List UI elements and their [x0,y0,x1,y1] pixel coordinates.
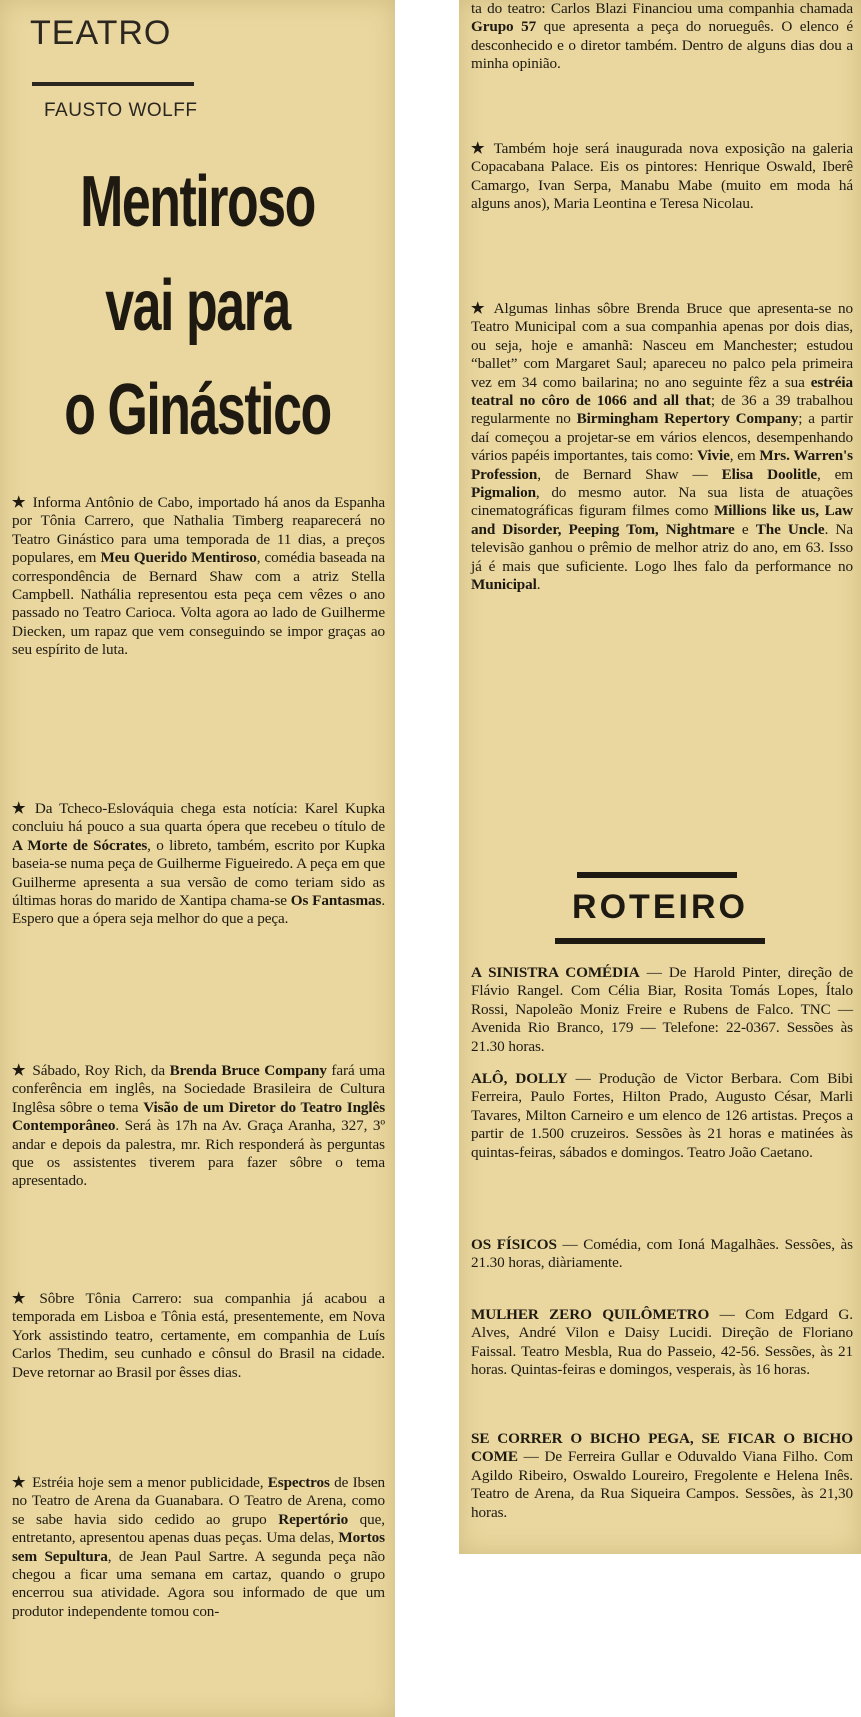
bold-text: Elisa Doolitle [721,465,817,483]
bold-text: estréia teatral no côro de 1066 and all that [471,373,853,410]
body-text: Sôbre Tônia Carrero: sua companhia já acabou a temporada em Lisboa e Tônia está, presentemente, em Nova York assistindo teatro, certamente, em companhia de Luís Carlos Thedim, seu cunhado e cônsul do Brasil na cidade. Deve retornar ao Brasil por êsses dias. [12,1290,385,1381]
body-text: — Produção de Victor Berbara. Com Bibi Ferreira, Paulo Fortes, Hilton Prado, Augusto César, Marli Tavares, Milton Carneiro e um elenco de 126 artistas. Preços a partir de 1.500 cruzeiros. Sessões às 21 horas e matinées às quintas-feiras, sábados e domingos. Teatro João Caetano. [471,1070,853,1161]
bold-text: SE CORRER O BICHO PEGA, SE FICAR O BICHO COME [471,1430,853,1466]
bold-text: Birmingham Repertory Company [576,410,799,428]
body-text: — Com Edgard G. Alves, André Vilon e Daisy Lucidi. Direção de Floriano Faissal. Teatro Mesbla, Rua do Passeio, 42-56. Sessões, às 21 horas. Quintas-feiras e domingos, vesperais, às 16 horas. [471,1306,853,1379]
bold-text: Meu Querido Mentiroso [100,549,257,567]
section-title: TEATRO [30,14,172,52]
bold-text: Millions like us, Law and Disorder, Peeping Tom, Nightmare [471,502,853,538]
roteiro-entry [471,1070,853,1162]
star-bullet: ★ [12,494,27,511]
body-text: Também hoje será inaugurada nova exposição na galeria Copacabana Palace. Eis os pintores: Henrique Oswald, Iberê Camargo, Ivan Serpa, Manabu Mabe (muito em moda há alguns anos), Maria Leontina e Teresa Nicolau. [471,140,853,213]
bold-text: Mortos sem Sepultura [12,1529,385,1565]
star-bullet: ★ [12,800,29,817]
headline-line: vai para [105,266,290,346]
star-bullet: ★ [471,140,488,157]
bold-text: Pigmalion [471,484,536,502]
article-paragraph [12,1290,385,1382]
roteiro-entry [471,1430,853,1522]
bold-text: Brenda Bruce Company [169,1062,327,1079]
bold-text: Visão de um Diretor do Teatro Inglês Contemporâneo [12,1098,385,1135]
headline-line: o Ginástico [64,370,331,450]
roteiro-entry [471,1236,853,1273]
article-paragraph [12,494,385,660]
body-text: . Espero que a ópera seja melhor do que a peça. [12,892,386,928]
star-bullet: ★ [12,1062,27,1079]
right-clipping [459,0,861,1554]
bold-text: Vivie [697,447,730,465]
body-text: Da Tcheco-Eslováquia chega esta notícia: Karel Kupka concluiu há pouco a sua quarta ópera que recebeu o título de [12,800,385,836]
bold-text: Mrs. Warren's Profession [471,447,853,483]
body-text: fará uma conferência em inglês, na Sociedade Brasileira de Cultura Inglêsa sôbre o tema [12,1062,385,1116]
star-bullet: ★ [12,1290,34,1307]
headline [55,150,339,462]
bold-text: Grupo 57 [471,18,537,36]
bold-text: ALÔ, DOLLY [471,1070,568,1087]
body-text: ; de 36 a 39 trabalhou regularmente no [471,392,854,428]
body-text: , do mesmo autor. Na sua lista de atuações cinematográficas figuram filmes como [471,484,853,520]
star-bullet: ★ [471,300,488,317]
body-text: e [734,520,756,538]
roteiro-rule [555,938,765,944]
body-text: , de Jean Paul Sartre. A segunda peça não chegou a ficar uma semana em cartaz, quando o grupo encerrou sua atividade. Agora sou informado de que um produtor independente tomou con- [12,1547,385,1620]
article-paragraph [471,300,853,595]
body-text: que, entretanto, apresentou apenas duas peças. Uma delas, [12,1510,385,1547]
body-text: Algumas linhas sôbre Brenda Bruce que apresenta-se no Teatro Municipal com a sua companhia apenas por dois dias, ou seja, hoje e amanhã: Nasceu em Manchester; estudou “ballet” com Margaret Saul; apareceu no palco pela primeira vez em 34 como bailarina; no ano seguinte fêz a sua [471,300,854,391]
roteiro-entry [471,1306,853,1380]
body-text: — De Harold Pinter, direção de Flávio Rangel. Com Célia Biar, Rosita Tomás Lopes, Ítalo Rossi, Napoleão Moniz Freire e Rubens de Falco. TNC — Avenida Rio Branco, 179 — Telefone: 22-0367. Sessões às 21.30 horas. [471,964,853,1055]
body-text: que apresenta a peça do norueguês. O elenco é desconhecido e o diretor também. Dentro de alguns dias dou a minha opinião. [471,18,853,73]
roteiro-rule [577,872,737,878]
article-paragraph [471,0,853,74]
bold-text: A Morte de Sócrates [12,836,148,854]
star-bullet: ★ [12,1474,27,1491]
body-text: . [536,576,541,594]
bold-text: Espectros [267,1474,330,1491]
body-text: . Na televisão ganhou o prêmio de melhor atriz do ano, em 63. Isso já é mais que suficiente. Logo lhes falo da performance no [471,520,853,575]
bold-text: MULHER ZERO QUILÔMETRO [471,1306,710,1323]
body-text: — Comédia, com Ioná Magalhães. Sessões, às 21.30 horas, diàriamente. [471,1236,853,1272]
body-text: , em [729,447,760,465]
roteiro-entry [471,964,853,1056]
article-paragraph [12,1474,385,1621]
roteiro-heading: ROTEIRO [572,888,748,926]
bold-text: OS FÍSICOS [471,1236,557,1253]
body-text: Sábado, Roy Rich, da [32,1062,170,1079]
body-text: de Ibsen no Teatro de Arena da Guanabara. O Teatro de Arena, como se sabe havia sido cedido ao grupo [12,1474,385,1528]
body-text: Informa Antônio de Cabo, importado há anos da Espanha por Tônia Carrero, que Nathalia Timberg reaparecerá no Teatro Ginástico para uma temporada de 11 dias, a preços populares, em [12,494,385,567]
bold-text: The Uncle [755,520,825,538]
left-clipping [0,0,395,1717]
body-text: ; a partir daí começou a projetar-se em vários elencos, desempenhando vários papéis importantes, tais como: [471,410,853,465]
body-text: ta do teatro: Carlos Blazi Financiou uma companhia chamada [471,0,853,17]
body-text: , o libreto, também, escrito por Kupka baseia-se numa peça de Guilherme Figueiredo. A peça em que Guilherme apresenta a sua versão de como teriam sido as últimas horas do marido de Xantipa chama-se [12,836,385,910]
body-text: , de Bernard Shaw — [537,465,722,483]
body-text: . Será às 17h na Av. Graça Aranha, 327, 3º andar e depois da palestra, mr. Rich responderá às perguntas que os assistentes tiverem para fazer sôbre o tema apresentado. [12,1117,385,1190]
body-text: , em [816,465,853,483]
body-text: Estréia hoje sem a menor publicidade, [32,1474,268,1491]
body-text: , comédia baseada na correspondência de Bernard Shaw com a atriz Stella Campbell. Nathália representou esta peça cem vêzes o ano passado no Teatro Carioca. Volta agora ao lado de Guilherme Diecken, um rapaz que vem conseguindo se impor graças ao seu espírito de luta. [12,549,385,659]
article-paragraph [471,140,853,214]
bold-text: Os Fantasmas [290,892,382,910]
author-byline: FAUSTO WOLFF [44,100,198,121]
headline-line: Mentiroso [80,162,315,242]
bold-text: Municipal [471,576,537,594]
article-paragraph [12,1062,385,1191]
bold-text: Repertório [278,1510,349,1528]
title-rule [32,82,194,86]
body-text: — De Ferreira Gullar e Oduvaldo Viana Filho. Com Agildo Ribeiro, Oswaldo Loureiro, Fregolente e Helena Inês. Teatro de Arena, da Rua Siqueira Campos. Sessões, às 21,30 horas. [471,1448,853,1521]
bold-text: A SINISTRA COMÉDIA [471,964,640,981]
article-paragraph [12,800,385,929]
